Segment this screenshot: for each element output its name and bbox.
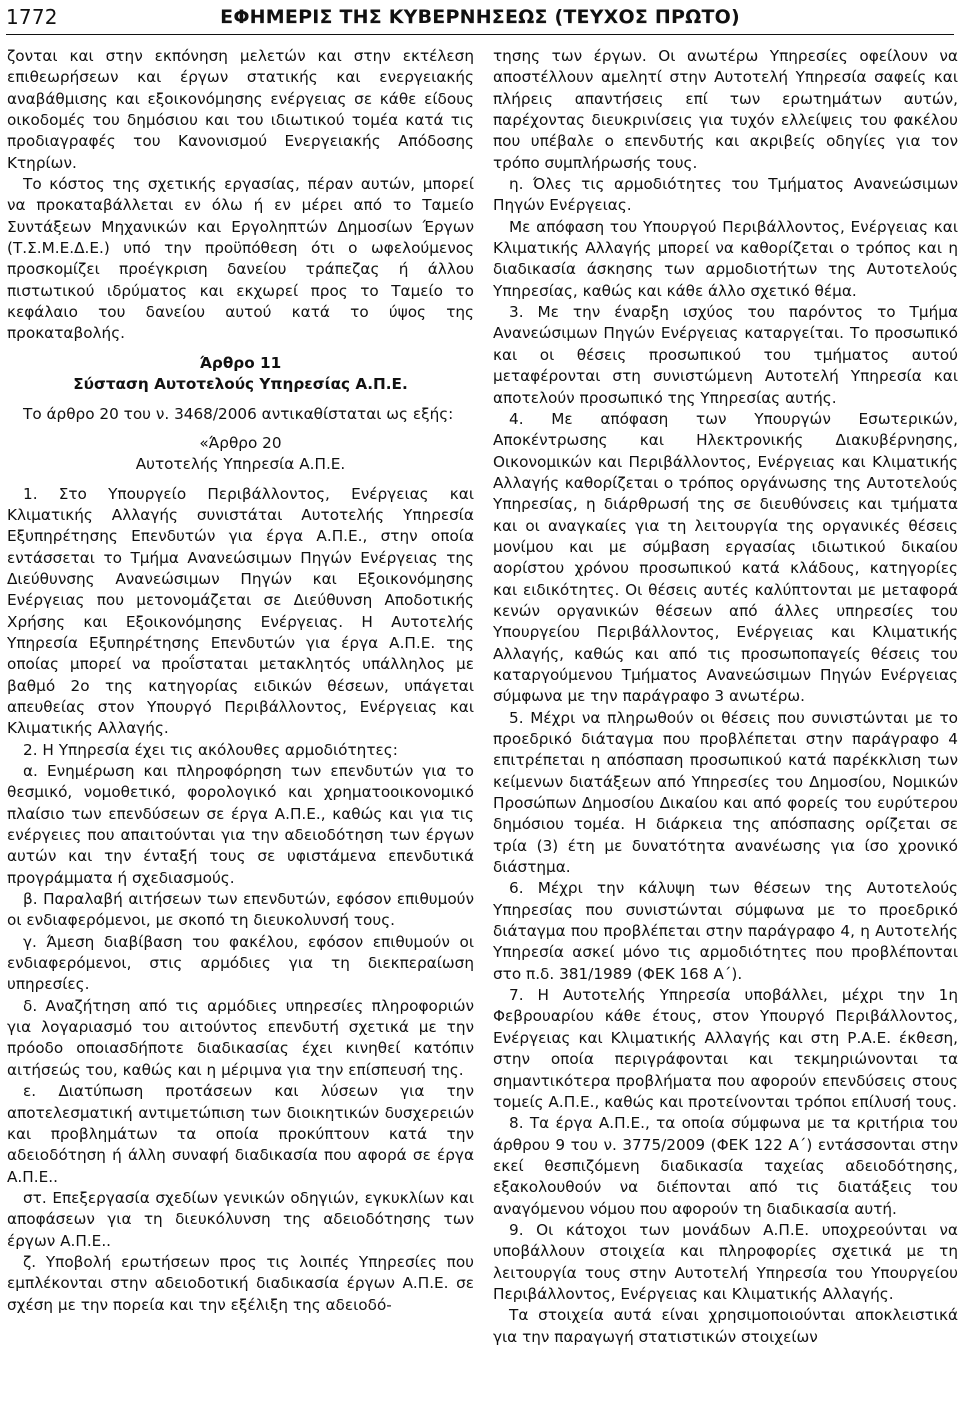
paragraph: α. Ενημέρωση και πληροφόρηση των επενδυτών για το θεσμικό, νομοθετικό, φορολογικό και χρηματοοικονομικό πλαίσιο των επενδύσεων σε έργα Α.Π.Ε., καθώς και για τις ενέργειες που απαιτούνται για την αδειοδότηση των έργων αυτών και την ένταξή τους σε υφιστάμενα επενδυτικά προγράμματα ή σχεδιασμούς. xyxy=(7,762,474,887)
paragraph: 5. Μέχρι να πληρωθούν οι θέσεις που συνιστώνται με το προεδρικό διάταγμα που προβλέπεται στην παράγραφο 4 επιτρέπεται η απόσπαση προσωπικού κατά παρέκκλιση των κείμενων διατάξεων από Υπηρεσίες του Δημοσίου, Νομικών Προσώπων Δημοσίου Δικαίου και από φορείς του ευρύτερου δημόσιου τομέα. Η διάρκεια της απόσπασης ορίζεται σε τρία (3) έτη με δυνατότητα ανανέωσης για ίσο χρονικό διάστημα. xyxy=(493,708,958,877)
paragraph: 9. Οι κάτοχοι των μονάδων Α.Π.Ε. υποχρεούνται να υποβάλλουν στοιχεία και πληροφορίες σχετικά με τη λειτουργία τους στην Αυτοτελή Υπηρεσία του Υπουργείου Περιβάλλοντος, Ενέργειας και Κλιματικής Αλλαγής. xyxy=(493,1220,958,1303)
page-number: 1772 xyxy=(6,5,58,29)
paragraph: 6. Μέχρι την κάλυψη των θέσεων της Αυτοτελούς Υπηρεσίας που συνιστώνται σύμφωνα με το προεδρικό διάταγμα που προβλέπεται στην παράγραφο 4, η Αυτοτελής Υπηρεσία ασκεί μόνο τις αρμοδιότητες που προβλέπονται στο π.δ. 381/1989 (ΦΕΚ 168 Α΄). xyxy=(493,879,958,983)
paragraph: η. Όλες τις αρμοδιότητες του Τμήματος Ανανεώσιμων Πηγών Ενέργειας. xyxy=(493,175,958,215)
left-column xyxy=(0,46,474,1316)
paragraph: 4. Με απόφαση των Υπουργών Εσωτερικών, Αποκέντρωσης και Ηλεκτρονικής Διακυβέρνησης, Οικονομικών και Περιβάλλοντος, Ενέργειας και Κλιματικής Αλλαγής καθορίζεται ο τρόπος οργάνωσης της Αυτοτελούς Υπηρεσίας, η διάρθρωσή της σε διευθύνσεις και τμήματα και οι αναγκαίες για τη λειτουργία της οργανικές θέσεις μονίμου και με σύμβαση εργασίας ιδιωτικού δικαίου αορίστου χρόνου προσωπικού κατά κλάδους, κατηγορίες και ειδικότητες. Οι θέσεις αυτές καλύπτονται με μεταφορά κενών οργανικών θέσεων από άλλες υπηρεσίες του Υπουργείου Περιβάλλοντος, Ενέργειας και Κλιματικής Αλλαγής, καθώς και από τις προσωποπαγείς θέσεις του καταργούμενου Τμήματος Ανανεώσιμων Πηγών Ενέργειας σύμφωνα με την παράγραφο 3 ανωτέρω. xyxy=(493,409,958,706)
quoted-article-heading: «Άρθρο 20 xyxy=(199,433,282,452)
right-column xyxy=(493,46,958,1348)
paragraph: ζονται και στην εκπόνηση μελετών και στην εκτέλεση επιθεωρήσεων και έργων στατικής και ενεργειακής αναβάθμισης και εξοικονόμησης ενέργειας σε κάθε είδους οικοδομές του δημόσιου και του ιδιωτικού τομέα κατά τις προδιαγραφές του Κανονισμού Ενεργειακής Απόδοσης Κτηρίων. xyxy=(7,47,474,172)
paragraph: ζ. Υποβολή ερωτήσεων προς τις λοιπές Υπηρεσίες που εμπλέκονται στην αδειοδοτική διαδικασία έργων Α.Π.Ε. σε σχέση με την πορεία και την εξέλιξη της αδειοδό- xyxy=(7,1252,474,1314)
paragraph: δ. Αναζήτηση από τις αρμόδιες υπηρεσίες πληροφοριών για λογαριασμό του αιτούντος επενδυτή σχετικά με την πρόοδο οποιασδήποτε διαδικασίας έχει κινηθεί κατόπιν αιτήσεώς του, καθώς και η μέριμνα για την επίσπευσή της. xyxy=(7,996,474,1079)
paragraph: 3. Με την έναρξη ισχύος του παρόντος το Τμήμα Ανανεώσιμων Πηγών Ενέργειας καταργείται. Το προσωπικό και οι θέσεις προσωπικού του τμήματος αυτού μεταφέρονται στη συνιστώμενη Αυτοτελή Υπηρεσία και αποτελούν προσωπικό της Υπηρεσίας αυτής. xyxy=(493,303,958,407)
quoted-article-subheading: Αυτοτελής Υπηρεσία Α.Π.Ε. xyxy=(135,455,346,474)
paragraph: ε. Διατύπωση προτάσεων και λύσεων για την αποτελεσματική αντιμετώπιση των διοικητικών δυσχερειών και προβλημάτων τα οποία προκύπτουν κατά την αδειοδότηση ή άλλη συναφή διαδικασία που αφορά σε έργα Α.Π.Ε.. xyxy=(7,1082,474,1186)
paragraph: 8. Τα έργα Α.Π.Ε., τα οποία σύμφωνα με τα κριτήρια του άρθρου 9 του ν. 3775/2009 (ΦΕΚ 122 Α΄) εντάσσονται στην εκεί θεσπιζόμενη διαδικασία ταχείας αδειοδότησης, εξακολουθούν να διέπονται από τις διατάξεις του αναγόμενου νόμου που αφορούν τη διαδικασία αυτή. xyxy=(493,1114,958,1218)
article-heading: Άρθρο 11 xyxy=(199,353,282,372)
paragraph: τησης των έργων. Οι ανωτέρω Υπηρεσίες οφείλουν να αποστέλλουν αμελητί στην Αυτοτελή Υπηρεσία σαφείς και πλήρεις απαντήσεις επί των ερωτημάτων αυτών, παρέχοντας διευκρινίσεις για τυχόν ελλείψεις του φακέλου που υπέβαλε ο επενδυτής και ακριβείς οδηγίες για τον τρόπο συμπλήρωσής τους. xyxy=(493,47,958,172)
paragraph: Το κόστος της σχετικής εργασίας, πέραν αυτών, μπορεί να προκαταβάλλεται εν όλω ή εν μέρει από το Ταμείο Συντάξεων Μηχανικών και Εργοληπτών Δημοσίων Έργων (Τ.Σ.Μ.Ε.Δ.Ε.) υπό την προϋπόθεση ότι ο ωφελούμενος προσκομίζει προέγκριση δανείου τράπεζας ή άλλου πιστωτικού ιδρύματος και εκχωρεί προς το Ταμείο το κεφάλαιο του δανείου αυτού κατά το ύψος της προκαταβολής. xyxy=(7,175,474,343)
paragraph: 2. Η Υπηρεσία έχει τις ακόλουθες αρμοδιότητες: xyxy=(23,740,398,759)
paragraph: 1. Στο Υπουργείο Περιβάλλοντος, Ενέργειας και Κλιματικής Αλλαγής συνιστάται Αυτοτελής Υπηρεσία Εξυπηρέτησης Επενδυτών για έργα Α.Π.Ε., στην οποία εντάσσεται το Τμήμα Ανανεώσιμων Πηγών Ενέργειας της Διεύθυνσης Ανανεώσιμων Πηγών και Εξοικονόμησης Ενέργειας που μετονομάζεται σε Διεύθυνση Αποδοτικής Χρήσης και Εξοικονόμησης Ενέργειας. Η Αυτοτελής Υπηρεσία Εξυπηρέτησης Επενδυτών για έργα Α.Π.Ε. της οποίας μπορεί να προΐσταται μετακλητός υπάλληλος με βαθμό 2ο της κατηγορίας ειδικών θέσεων, υπάγεται απευθείας στον Υπουργό Περιβάλλοντος, Ενέργειας και Κλιματικής Αλλαγής. xyxy=(7,484,474,738)
gazette-title: ΕΦΗΜΕΡΙΣ ΤΗΣ ΚΥΒΕΡΝΗΣΕΩΣ (ΤΕΥΧΟΣ ΠΡΩΤΟ) xyxy=(220,6,740,28)
article-subheading: Σύσταση Αυτοτελούς Υπηρεσίας Α.Π.Ε. xyxy=(73,375,408,394)
paragraph: 7. Η Αυτοτελής Υπηρεσία υποβάλλει, μέχρι την 1η Φεβρουαρίου κάθε έτους, στον Υπουργό Περιβάλλοντος, Ενέργειας και Κλιματικής Αλλαγής και στη Ρ.Α.Ε. έκθεση, στην οποία περιγράφονται και τεκμηριώνονται τα σημαντικότερα προβλήματα που αφορούν επενδύσεις στους τομείς Α.Π.Ε., καθώς και προτείνονται τρόποι επίλυσή τους. xyxy=(493,986,958,1111)
paragraph: Το άρθρο 20 του ν. 3468/2006 αντικαθίσταται ως εξής: xyxy=(23,404,454,423)
paragraph: στ. Επεξεργασία σχεδίων γενικών οδηγιών, εγκυκλίων και αποφάσεων για τη διευκόλυνση της αδειοδότησης των έργων Α.Π.Ε.. xyxy=(7,1188,474,1250)
paragraph: Με απόφαση του Υπουργού Περιβάλλοντος, Ενέργειας και Κλιματικής Αλλαγής μπορεί να καθορίζεται ο τρόπος και η διαδικασία άσκησης των αρμοδιοτήτων της Αυτοτελούς Υπηρεσίας, καθώς και κάθε άλλο σχετικό θέμα. xyxy=(493,217,958,300)
page-header xyxy=(6,0,954,35)
paragraph: Τα στοιχεία αυτά είναι χρησιμοποιούνται αποκλειστικά για την παραγωγή στατιστικών στοιχείων xyxy=(493,1306,958,1346)
paragraph: γ. Άμεση διαβίβαση του φακέλου, εφόσον επιθυμούν οι ενδιαφερόμενοι, στις αρμόδιες για τη διεκπεραίωση υπηρεσίες. xyxy=(7,932,474,994)
paragraph: β. Παραλαβή αιτήσεων των επενδυτών, εφόσον επιθυμούν οι ενδιαφερόμενοι, με σκοπό τη διευκολυνσή τους. xyxy=(7,890,474,930)
